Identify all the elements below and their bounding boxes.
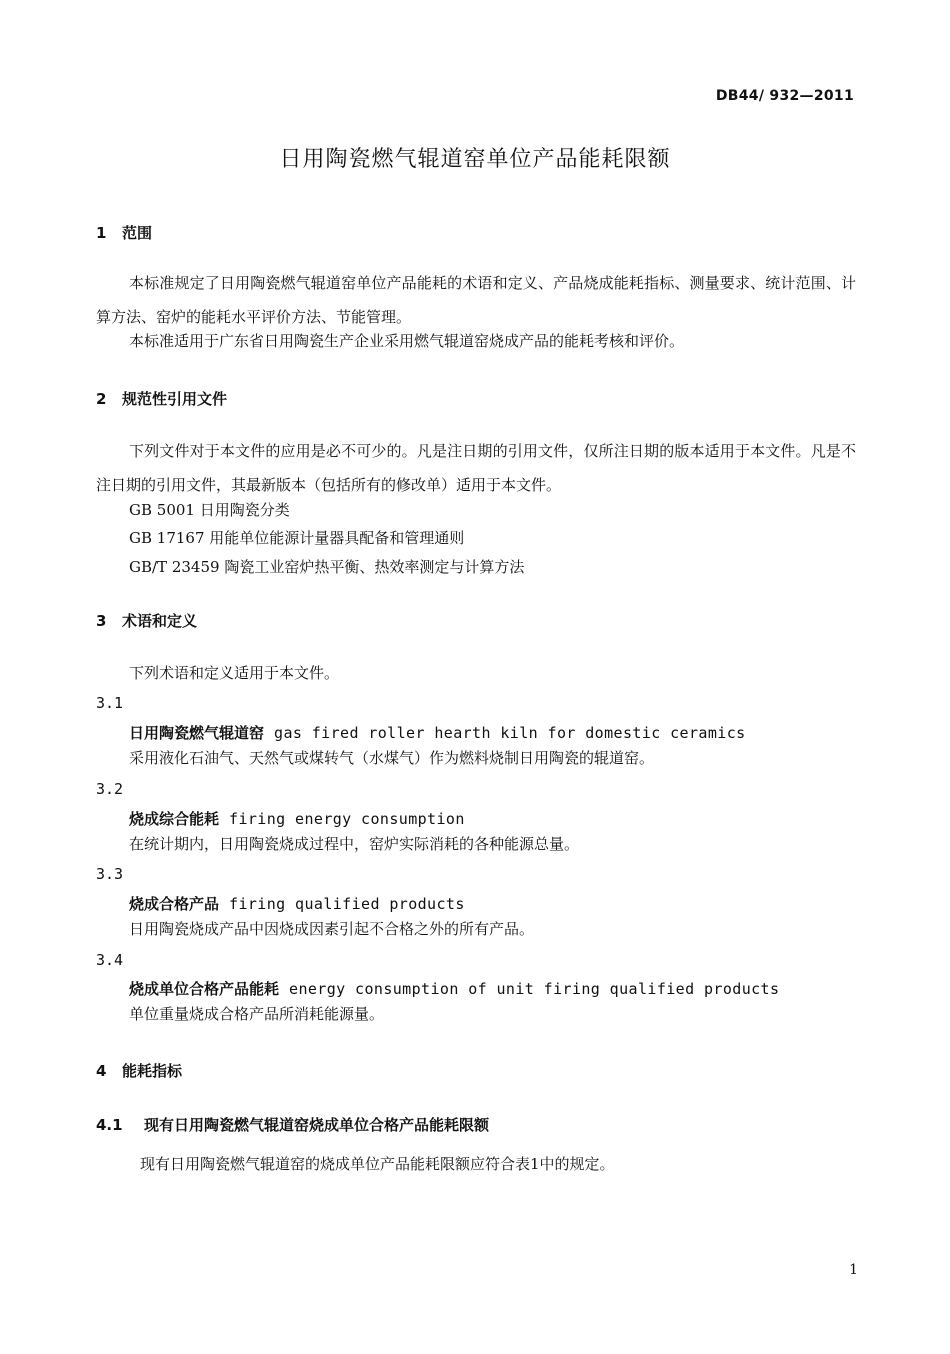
term-name-en: firing qualified products xyxy=(229,895,465,913)
subsection-paragraph: 现有日用陶瓷燃气辊道窑的烧成单位产品能耗限额应符合表1中的规定。 xyxy=(140,1155,615,1173)
reference-item: GB 5001 日用陶瓷分类 xyxy=(129,501,290,519)
term-number: 3.4 xyxy=(96,951,124,969)
subsection-heading xyxy=(96,1114,489,1135)
page-number: 1 xyxy=(849,1262,858,1278)
section-title: 规范性引用文件 xyxy=(122,390,228,408)
section-number: 3 xyxy=(96,612,107,630)
term-name-zh: 日用陶瓷燃气辊道窑 xyxy=(129,724,265,742)
section-number: 4 xyxy=(96,1062,107,1080)
section-title: 范围 xyxy=(122,224,153,242)
reference-item: GB 17167 用能单位能源计量器具配备和管理通则 xyxy=(129,529,465,547)
section-heading-scope xyxy=(96,222,152,243)
term-definition: 日用陶瓷烧成产品中因烧成因素引起不合格之外的所有产品。 xyxy=(129,920,535,938)
term-name-en: gas fired roller hearth kiln for domestic ceramics xyxy=(274,724,746,742)
term-definition: 在统计期内，日用陶瓷烧成过程中，窑炉实际消耗的各种能源总量。 xyxy=(129,835,580,853)
term-name-en: firing energy consumption xyxy=(229,810,465,828)
term-name-zh: 烧成综合能耗 xyxy=(129,810,220,828)
section-title: 术语和定义 xyxy=(122,612,198,630)
term-number: 3.3 xyxy=(96,865,124,883)
section-heading-normative-references xyxy=(96,388,227,409)
document-title: 日用陶瓷燃气辊道窑单位产品能耗限额 xyxy=(279,147,671,172)
references-paragraph: 下列文件对于本文件的应用是必不可少的。凡是注日期的引用文件，仅所注日期的版本适用于本文件。凡是不注日期的引用文件，其最新版本（包括所有的修改单）适用于本文件。 xyxy=(96,442,856,494)
term-name-zh: 烧成合格产品 xyxy=(129,895,220,913)
term-definition: 单位重量烧成合格产品所消耗能源量。 xyxy=(129,1005,385,1023)
section-number: 1 xyxy=(96,224,107,242)
scope-paragraph-2: 本标准适用于广东省日用陶瓷生产企业采用燃气辊道窑烧成产品的能耗考核和评价。 xyxy=(129,332,685,350)
term-definition: 采用液化石油气、天然气或煤转气（水煤气）作为燃料烧制日用陶瓷的辊道窑。 xyxy=(129,749,655,767)
subsection-title: 现有日用陶瓷燃气辊道窑烧成单位合格产品能耗限额 xyxy=(144,1116,490,1134)
subsection-number: 4.1 xyxy=(96,1116,123,1134)
reference-item: GB/T 23459 陶瓷工业窑炉热平衡、热效率测定与计算方法 xyxy=(129,558,525,576)
section-title: 能耗指标 xyxy=(122,1062,183,1080)
term-heading xyxy=(129,808,465,829)
term-name-zh: 烧成单位合格产品能耗 xyxy=(129,980,280,998)
section-heading-terms xyxy=(96,610,197,631)
standard-code: DB44/ 932—2011 xyxy=(715,88,854,104)
term-number: 3.2 xyxy=(96,780,124,798)
term-heading xyxy=(129,893,465,914)
section-heading-energy-indicators xyxy=(96,1060,182,1081)
term-name-en: energy consumption of unit firing qualified products xyxy=(289,980,780,998)
term-number: 3.1 xyxy=(96,694,124,712)
term-heading xyxy=(129,978,779,999)
term-heading xyxy=(129,722,746,743)
scope-paragraph-1: 本标准规定了日用陶瓷燃气辊道窑单位产品能耗的术语和定义、产品烧成能耗指标、测量要求、统计范围、计算方法、窑炉的能耗水平评价方法、节能管理。 xyxy=(96,274,856,326)
terms-intro: 下列术语和定义适用于本文件。 xyxy=(129,664,340,682)
section-number: 2 xyxy=(96,390,107,408)
